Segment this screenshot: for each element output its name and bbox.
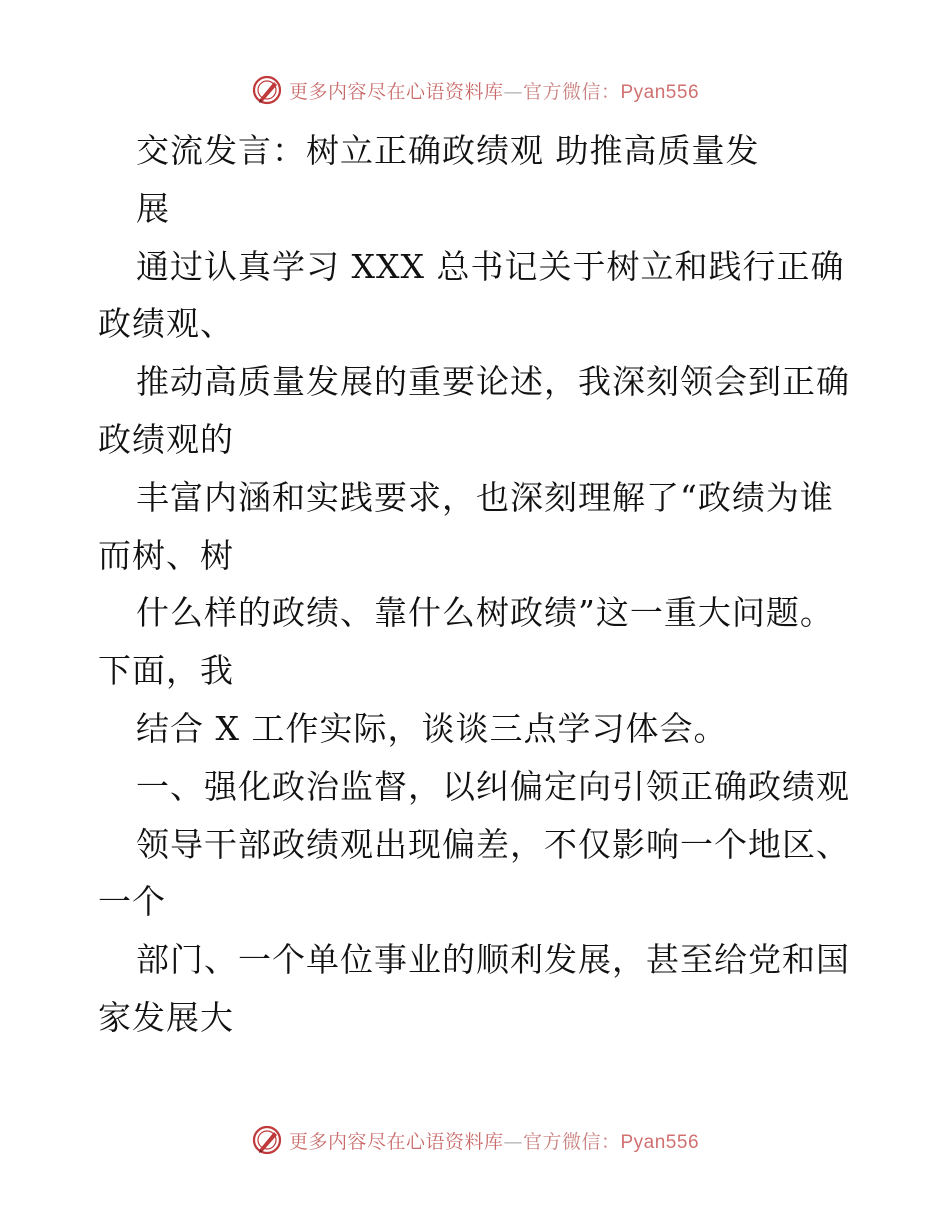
body-line: 展 <box>136 188 170 228</box>
footer-banner-title: 更多内容尽在心语资料库 <box>288 1130 504 1153</box>
footer-banner-wechat-label: 官方微信： <box>522 1130 621 1153</box>
body-line: 推动高质量发展的重要论述，我深刻领会到正确 <box>136 362 850 402</box>
body-line: 什么样的政绩、靠什么树政绩”这一重大问题。 <box>136 593 834 633</box>
header-banner <box>0 72 950 108</box>
body-line: 一个 <box>98 882 166 922</box>
header-banner-inner <box>251 74 699 106</box>
body-line: 一、强化政治监督，以纠偏定向引领正确政绩观 <box>136 766 850 806</box>
header-banner-wechat-label: 官方微信： <box>522 80 621 103</box>
footer-banner-wechat-id: Pyan556 <box>620 1131 700 1153</box>
body-line: 政绩观的 <box>98 419 234 459</box>
pen-logo-icon <box>251 1124 283 1156</box>
header-banner-text <box>289 77 699 104</box>
body-line: 丰富内涵和实践要求，也深刻理解了“政绩为谁 <box>136 477 834 517</box>
header-banner-dash: — <box>503 80 523 103</box>
body-line: 结合 X 工作实际，谈谈三点学习体会。 <box>136 708 728 748</box>
footer-banner-text <box>289 1127 699 1154</box>
body-line: 下面，我 <box>98 651 234 691</box>
body-line: 通过认真学习 XXX 总书记关于树立和践行正确 <box>136 246 845 286</box>
footer-banner <box>0 1122 950 1158</box>
body-line: 而树、树 <box>98 535 234 575</box>
body-line: 交流发言：树立正确政绩观 助推高质量发 <box>136 131 760 170</box>
body-line: 部门、一个单位事业的顺利发展，甚至给党和国 <box>136 940 850 980</box>
body-line: 家发展大 <box>98 997 234 1037</box>
footer-banner-inner <box>251 1124 699 1156</box>
document-body <box>98 122 858 1047</box>
pen-logo-icon <box>251 74 283 106</box>
body-line: 政绩观、 <box>98 304 234 344</box>
header-banner-wechat-id: Pyan556 <box>620 81 700 103</box>
header-banner-title: 更多内容尽在心语资料库 <box>288 80 504 103</box>
body-line: 领导干部政绩观出现偏差，不仅影响一个地区、 <box>136 824 850 864</box>
footer-banner-dash: — <box>503 1130 523 1153</box>
